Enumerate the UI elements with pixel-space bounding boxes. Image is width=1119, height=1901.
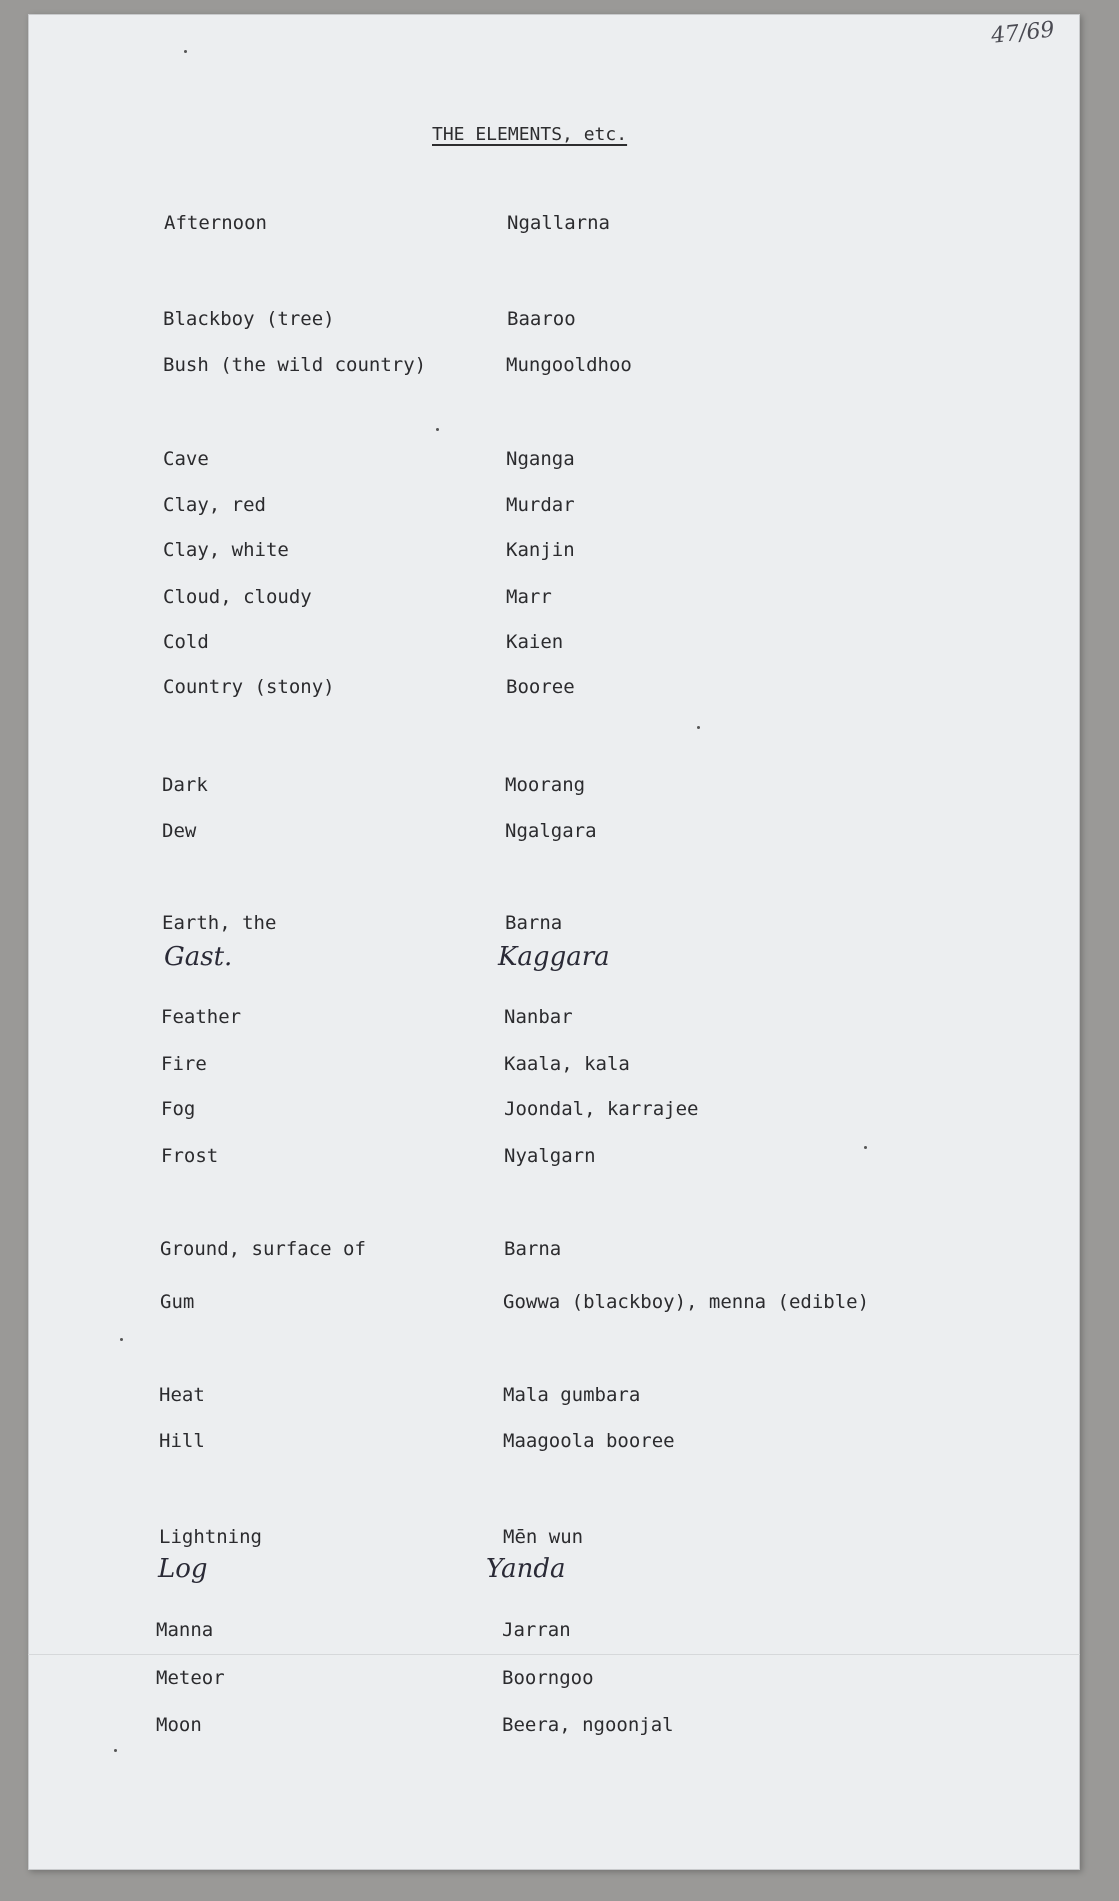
native-term: Kaien xyxy=(506,631,564,653)
native-term: Maagoola booree xyxy=(503,1430,675,1452)
english-term: Country (stony) xyxy=(163,676,335,698)
native-term: Booree xyxy=(506,676,575,698)
english-term: Fog xyxy=(161,1098,196,1120)
native-term: Murdar xyxy=(506,494,575,516)
list-item xyxy=(28,1714,1080,1742)
scan-speck xyxy=(120,1338,123,1341)
native-term: Nanbar xyxy=(504,1006,573,1028)
handwritten-gloss: Yanda xyxy=(486,1554,566,1584)
list-item xyxy=(28,1291,1080,1319)
list-item xyxy=(28,448,1080,476)
native-term: Beera, ngoonjal xyxy=(502,1714,674,1736)
native-term: Boorngoo xyxy=(502,1667,594,1689)
native-term: Marr xyxy=(506,586,552,608)
english-term: Dew xyxy=(162,820,197,842)
native-term: Ngalgara xyxy=(505,820,597,842)
native-term: Mala gumbara xyxy=(503,1384,641,1406)
list-item xyxy=(28,1006,1080,1034)
english-term: Manna xyxy=(156,1619,214,1641)
english-term: Cloud, cloudy xyxy=(163,586,312,608)
english-term: Hill xyxy=(159,1430,205,1452)
list-item xyxy=(28,912,1080,940)
list-item xyxy=(28,586,1080,614)
english-term: Frost xyxy=(161,1145,219,1167)
english-term: Feather xyxy=(161,1006,242,1028)
native-term: Gowwa (blackboy), menna (edible) xyxy=(503,1291,870,1313)
list-item xyxy=(28,631,1080,659)
list-item xyxy=(28,820,1080,848)
english-term: Fire xyxy=(161,1053,207,1075)
english-term: Clay, white xyxy=(163,539,289,561)
list-item xyxy=(28,1053,1080,1081)
english-term: Moon xyxy=(156,1714,202,1736)
list-item xyxy=(28,1430,1080,1458)
scan-speck xyxy=(114,1749,117,1752)
native-term: Moorang xyxy=(505,774,586,796)
english-term: Blackboy (tree) xyxy=(163,308,335,330)
list-item xyxy=(28,676,1080,704)
list-item xyxy=(28,494,1080,522)
list-item xyxy=(28,1619,1080,1647)
english-term: Lightning xyxy=(159,1526,262,1548)
english-term: Dark xyxy=(162,774,208,796)
list-item xyxy=(28,1145,1080,1173)
handwritten-term: Log xyxy=(158,1554,208,1584)
page-title-text: THE ELEMENTS, etc. xyxy=(432,124,628,145)
native-term: Nyalgarn xyxy=(504,1145,596,1167)
document-page xyxy=(28,14,1080,1870)
english-term: Earth, the xyxy=(162,912,277,934)
list-item xyxy=(28,354,1080,382)
page-fold-line xyxy=(28,1654,1080,1655)
native-term: Baaroo xyxy=(507,308,576,330)
list-item xyxy=(28,308,1080,336)
native-term: Nganga xyxy=(506,448,575,470)
page-title xyxy=(432,124,627,145)
english-term: Cave xyxy=(163,448,209,470)
list-item xyxy=(28,1384,1080,1412)
native-term: Kanjin xyxy=(506,539,575,561)
native-term: Jarran xyxy=(502,1619,571,1641)
english-term: Cold xyxy=(163,631,209,653)
english-term: Bush (the wild country) xyxy=(163,354,427,376)
scan-speck xyxy=(436,428,439,431)
list-item xyxy=(28,774,1080,802)
list-item xyxy=(28,1098,1080,1126)
scan-speck xyxy=(697,726,700,729)
list-item xyxy=(28,212,1080,240)
english-term: Meteor xyxy=(156,1667,225,1689)
native-term: Barna xyxy=(504,1238,562,1260)
list-item xyxy=(28,539,1080,567)
english-term: Clay, red xyxy=(163,494,266,516)
list-item xyxy=(28,1667,1080,1695)
handwritten-term: Gast. xyxy=(164,942,233,972)
english-term: Heat xyxy=(159,1384,205,1406)
english-term: Afternoon xyxy=(164,212,267,234)
scan-speck xyxy=(184,50,187,53)
native-term: Joondal, karrajee xyxy=(504,1098,699,1120)
native-term: Ngallarna xyxy=(507,212,610,234)
handwritten-gloss: Kaggara xyxy=(498,942,610,972)
english-term: Ground, surface of xyxy=(160,1238,366,1260)
folio-number: 47/69 xyxy=(990,17,1056,49)
native-term: Mungooldhoo xyxy=(506,354,632,376)
native-term: Mēn wun xyxy=(503,1526,584,1548)
native-term: Barna xyxy=(505,912,563,934)
english-term: Gum xyxy=(160,1291,195,1313)
list-item xyxy=(28,1238,1080,1266)
scan-speck xyxy=(864,1146,867,1149)
native-term: Kaala, kala xyxy=(504,1053,630,1075)
list-item xyxy=(28,1526,1080,1554)
